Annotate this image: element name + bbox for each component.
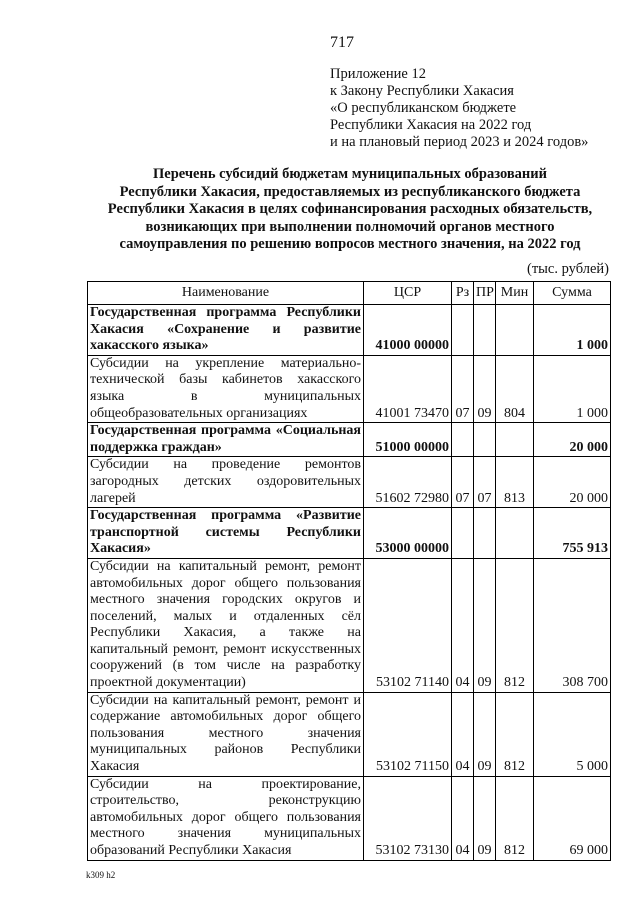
cell-pr: 09 (474, 558, 496, 692)
table-header-row (88, 282, 611, 305)
appendix-line: «О республиканском бюджете (330, 100, 517, 116)
document-title (80, 166, 620, 254)
cell-sum: 308 700 (534, 558, 611, 692)
cell-sum: 5 000 (534, 692, 611, 776)
table-row (88, 776, 611, 860)
table-row (88, 457, 611, 508)
title-line: возникающих при выполнении полномочий органов местного (145, 218, 555, 235)
cell-rz: 04 (452, 558, 474, 692)
cell-min: 812 (496, 776, 534, 860)
cell-min: 812 (496, 558, 534, 692)
title-line: Республики Хакасия в целях софинансирования расходных обязательств, (107, 201, 593, 218)
cell-csr: 53102 71140 (364, 558, 452, 692)
cell-pr: 09 (474, 692, 496, 776)
subsidies-table (87, 281, 611, 861)
cell-sum: 69 000 (534, 776, 611, 860)
cell-rz: 07 (452, 355, 474, 422)
cell-min (496, 423, 534, 457)
header-rz: Рз (452, 282, 474, 305)
header-min: Мин (496, 282, 534, 305)
cell-rz (452, 508, 474, 559)
cell-rz: 07 (452, 457, 474, 508)
cell-min: 812 (496, 692, 534, 776)
program-row (88, 423, 611, 457)
header-name: Наименование (88, 282, 364, 305)
table-row (88, 558, 611, 692)
table-row (88, 355, 611, 422)
title-line: Республики Хакасия, предоставляемых из республиканского бюджета (119, 183, 581, 200)
appendix-line: к Закону Республики Хакасия (330, 83, 514, 99)
cell-pr: 09 (474, 355, 496, 422)
appendix-header (330, 66, 588, 151)
cell-csr: 53102 71150 (364, 692, 452, 776)
footer-code: k309 h2 (86, 870, 116, 880)
cell-name: Субсидии на укрепление материально-технической базы кабинетов хакасского языка в муниципальных общеобразовательных организациях (88, 355, 364, 422)
cell-name: Субсидии на проведение ремонтов загородных детских оздоровительных лагерей (88, 457, 364, 508)
cell-rz (452, 305, 474, 356)
units-label: (тыс. рублей) (527, 261, 609, 277)
cell-name: Субсидии на проектирование, строительство, реконструкцию автомобильных дорог общего пользования местного значения муниципальных образований Республики Хакасия (88, 776, 364, 860)
cell-name: Государственная программа «Социальная поддержка граждан» (88, 423, 364, 457)
cell-csr: 51000 00000 (364, 423, 452, 457)
appendix-line: и на плановый период 2023 и 2024 годов» (330, 134, 589, 150)
cell-pr (474, 423, 496, 457)
cell-csr: 53000 00000 (364, 508, 452, 559)
header-sum: Сумма (534, 282, 611, 305)
cell-min (496, 305, 534, 356)
cell-sum: 755 913 (534, 508, 611, 559)
header-csr: ЦСР (364, 282, 452, 305)
page-number: 717 (330, 34, 354, 51)
cell-pr (474, 508, 496, 559)
title-line: самоуправления по решению вопросов местного значения, на 2022 год (119, 236, 581, 253)
cell-min: 804 (496, 355, 534, 422)
appendix-line: Приложение 12 (330, 66, 426, 82)
cell-name: Государственная программа «Развитие транспортной системы Республики Хакасия» (88, 508, 364, 559)
cell-pr: 07 (474, 457, 496, 508)
cell-csr: 41001 73470 (364, 355, 452, 422)
cell-sum: 1 000 (534, 305, 611, 356)
program-row (88, 305, 611, 356)
cell-rz: 04 (452, 692, 474, 776)
cell-csr: 51602 72980 (364, 457, 452, 508)
cell-pr: 09 (474, 776, 496, 860)
cell-name: Государственная программа Республики Хакасия «Сохранение и развитие хакасского языка» (88, 305, 364, 356)
cell-csr: 53102 73130 (364, 776, 452, 860)
program-row (88, 508, 611, 559)
cell-sum: 20 000 (534, 457, 611, 508)
header-pr: ПР (474, 282, 496, 305)
cell-min: 813 (496, 457, 534, 508)
cell-csr: 41000 00000 (364, 305, 452, 356)
title-line: Перечень субсидий бюджетам муниципальных образований (153, 166, 547, 182)
appendix-line: Республики Хакасия на 2022 год (330, 117, 532, 133)
cell-sum: 1 000 (534, 355, 611, 422)
cell-name: Субсидии на капитальный ремонт, ремонт автомобильных дорог общего пользования местного значения городских округов и поселений, малых и отдаленных сёл Республики Хакасия, а также на капитальный ремонт, ремонт искусственных сооружений (в том числе на разработку проектной документации) (88, 558, 364, 692)
cell-name: Субсидии на капитальный ремонт, ремонт и содержание автомобильных дорог общего пользования местного значения муниципальных районов Республики Хакасия (88, 692, 364, 776)
cell-pr (474, 305, 496, 356)
cell-rz: 04 (452, 776, 474, 860)
cell-sum: 20 000 (534, 423, 611, 457)
cell-rz (452, 423, 474, 457)
cell-min (496, 508, 534, 559)
table-row (88, 692, 611, 776)
